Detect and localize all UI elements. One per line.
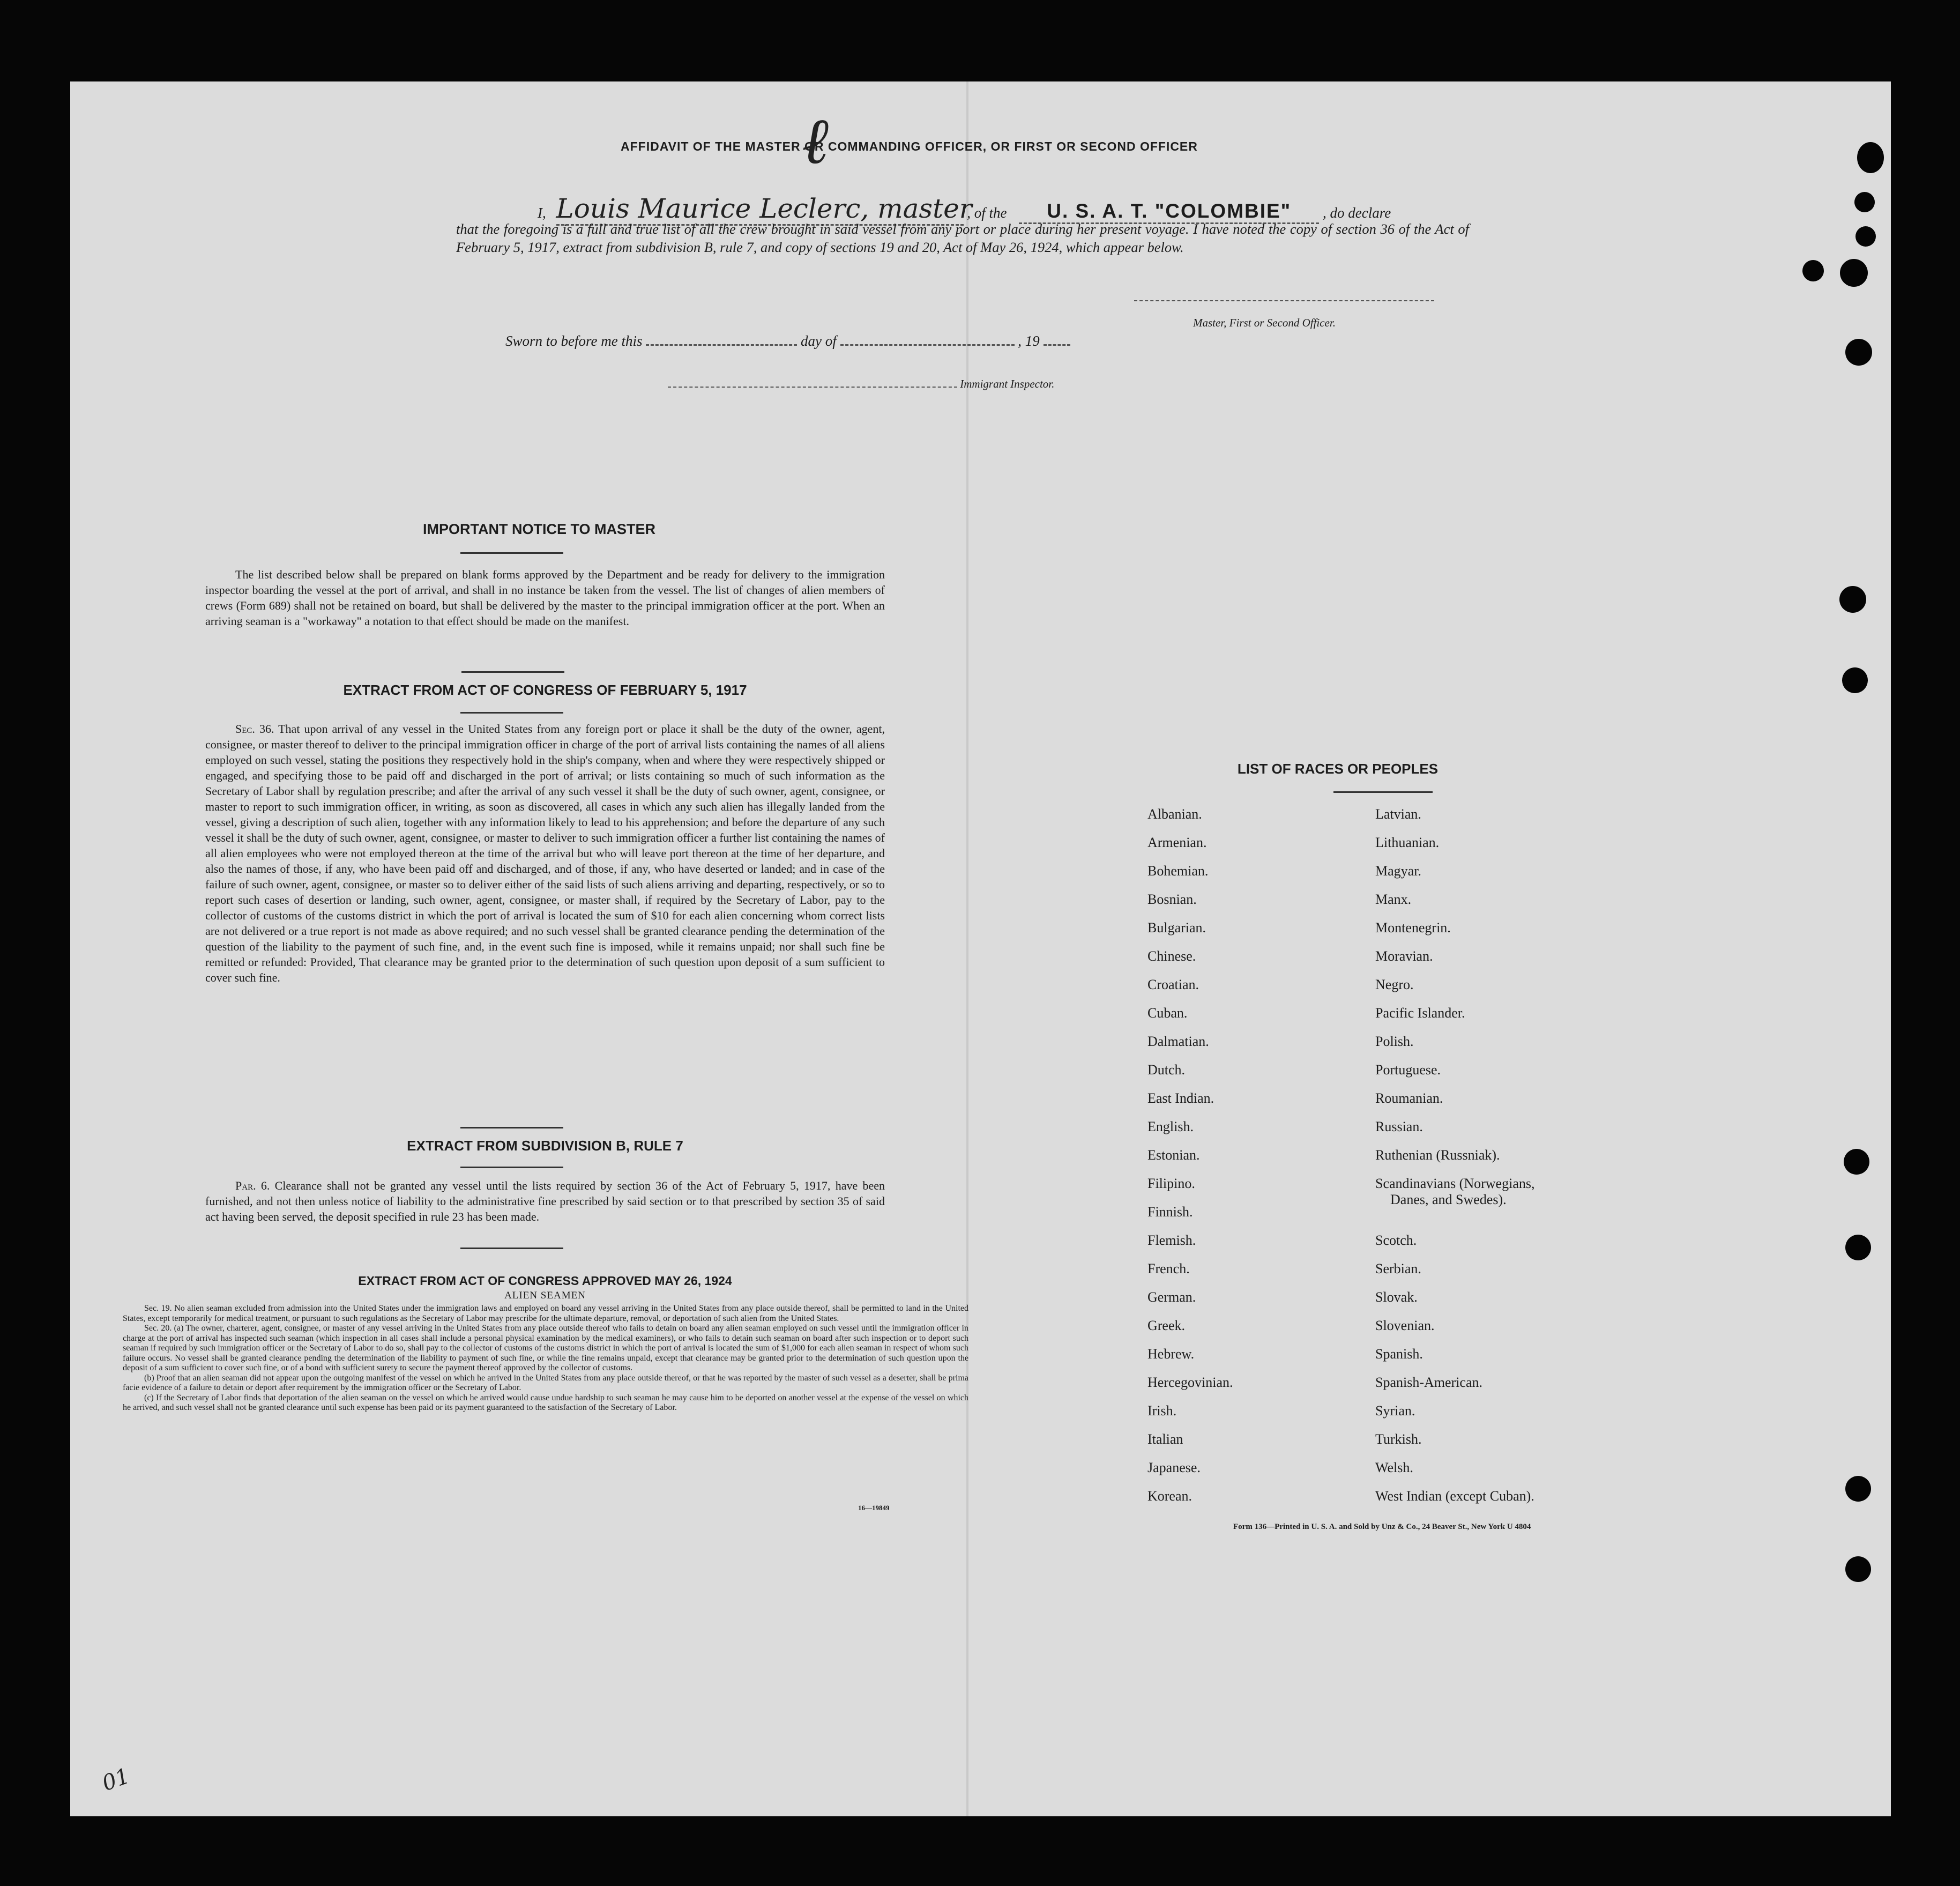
rule7-divider [460, 1248, 563, 1249]
act-1917-body [205, 721, 885, 985]
signature-caption: Master, First or Second Officer. [1193, 316, 1336, 329]
sec-20a-text: Sec. 20. (a) The owner, charterer, agent, consignee, or master of any vessel arriving in the United States from any place outside thereof who fails to detain on board any alien seaman employed on such vessel until the immigration officer in charge at the port of arrival has inspected such seaman (which inspection in all cases shall include a personal physical examination by the medical examiners), or who fails to detain such seaman on board after such inspection or to deport such seaman if required by such immigration officer or the Secretary of Labor to do so, shall pay to the collector of customs of the customs district in which the port of arrival is located the sum of $1,000 for each alien seaman in respect of whom such failure occurs. No vessel shall be granted clearance pending the determination of the liability to payment of such fine, or while the fine remains unpaid, except that clearance may be granted prior to the determination of such question upon the deposit of a sum sufficient to cover such fine, or of a bond with sufficient surety to secure the payment thereof approved by the collector of customs. [123, 1324, 968, 1372]
act-1917-heading: EXTRACT FROM ACT OF CONGRESS OF FEBRUARY 5, 1917 [343, 682, 747, 698]
race-greek: Greek. [1147, 1318, 1186, 1333]
form-code: 16—19849 [858, 1504, 890, 1512]
race-korean: Korean. [1147, 1488, 1193, 1504]
sec-36-text: That upon arrival of any vessel in the United States from any foreign port or place it shall be the duty of the owner, agent, consignee, or master thereof to deliver to the principal immigration officer in charge of the port of arrival lists containing the names of all aliens employed on such vessel, stating the positions they respectively hold in the ship's company, when and where they were respectively shipped or engaged, and specifying those to be paid off and discharged in the port of arrival; or lists containing so much of such information as the Secretary of Labor shall by regulation prescribe; and after the arrival of any such vessel it shall be the duty of such owner, agent, consignee, or master to report to such immigration officer, in writing, as soon as discovered, all cases in which any such alien has illegally landed from the vessel, giving a description of such alien, together with any information likely to lead to his apprehension; and before the departure of any such vessel it shall be the duty of such owner, agent, consignee, or master to deliver to such immigration officer a further list containing the names of all alien employees who were not employed thereon at the time of the arrival but who will leave port thereon at the time of her departure, and also the names of those, if any, who have been paid off and discharged, and of those, if any, who have deserted or landed; and in case of the failure of such owner, agent, consignee, or master so to deliver either of the said lists of such aliens arriving and departing, respectively, or so to report such cases of desertion or landing, such owner, agent, consignee, or master shall, if required by the Secretary of Labor, pay to the collector of customs of the customs district in which the port of arrival is located the sum of $10 for each alien concerning whom correct lists are not delivered or a true report is not made as above required; and no such vessel shall be granted clearance pending the determination of the question of the liability to the payment of such fine, and, in the event such fine is imposed, while it remains unpaid; nor shall such fine be remitted or refunded: Provided, That clearance may be granted prior to the determination of such question upon deposit of a sum sufficient to cover such fine. [205, 722, 885, 984]
race-scandinavians: Scandinavians (Norwegians, [1375, 1176, 1535, 1191]
race-english: English. [1147, 1119, 1194, 1134]
punch-hole-11 [1845, 1476, 1871, 1502]
inspector-caption: Immigrant Inspector. [960, 377, 1055, 390]
punch-hole-12 [1845, 1556, 1871, 1582]
act-1917-divider [460, 1127, 563, 1128]
race-lithuanian: Lithuanian. [1375, 835, 1440, 850]
sworn-year-blank [1044, 344, 1070, 346]
race-dalmatian: Dalmatian. [1147, 1034, 1209, 1049]
race-spanish-american: Spanish-American. [1375, 1375, 1483, 1390]
race-turkish: Turkish. [1375, 1431, 1422, 1447]
document-sheet [70, 81, 1891, 1816]
race-polish: Polish. [1375, 1034, 1414, 1049]
race-croatian: Croatian. [1147, 977, 1199, 992]
race-scandinavians-cont: Danes, and Swedes). [1390, 1192, 1507, 1207]
act-1924-subheading: ALIEN SEAMEN [504, 1290, 586, 1301]
punch-hole-9 [1844, 1149, 1869, 1175]
inspector-line [668, 377, 1054, 391]
race-finnish: Finnish. [1147, 1204, 1193, 1220]
race-hebrew: Hebrew. [1147, 1346, 1195, 1362]
act-1917-heading-rule [460, 712, 563, 714]
punch-hole-4 [1802, 260, 1824, 281]
act-1924-body [123, 1304, 968, 1413]
race-dutch: Dutch. [1147, 1062, 1186, 1078]
par-6-text: Clearance shall not be granted any vessel until the lists required by section 36 of the Act of February 5, 1917, have been furnished, and not then unless notice of liability to the administrative fine prescribed by said section or to that prescribed by section 35 of said act having been served, the deposit specified in rule 23 has been made. [205, 1179, 885, 1223]
race-japanese: Japanese. [1147, 1460, 1201, 1475]
vessel-name: U. S. A. T. "COLOMBIE" [1019, 200, 1319, 224]
race-scotch: Scotch. [1375, 1232, 1417, 1248]
race-estonian: Estonian. [1147, 1147, 1200, 1163]
sworn-month-blank [840, 344, 1015, 346]
race-filipino: Filipino. [1147, 1176, 1195, 1191]
declaration-i: I, [538, 205, 546, 221]
sworn-line [505, 333, 1070, 350]
race-magyar: Magyar. [1375, 863, 1421, 879]
master-name-handwritten: Louis Maurice Leclerc, master [556, 193, 964, 226]
handwritten-flourish: ℓ [802, 104, 829, 179]
race-slovak: Slovak. [1375, 1289, 1418, 1305]
day-of-label: day of [801, 333, 837, 349]
race-syrian: Syrian. [1375, 1403, 1415, 1419]
punch-hole-10 [1845, 1235, 1871, 1260]
punch-hole-1 [1857, 142, 1884, 173]
punch-hole-6 [1845, 339, 1872, 366]
race-portuguese: Portuguese. [1375, 1062, 1441, 1078]
race-french: French. [1147, 1261, 1190, 1276]
punch-hole-7 [1839, 586, 1866, 613]
sworn-label: Sworn to before me this [505, 333, 643, 349]
margin-mark: 01 [99, 1763, 133, 1796]
race-cuban: Cuban. [1147, 1005, 1188, 1021]
inspector-blank [668, 387, 957, 388]
race-flemish: Flemish. [1147, 1232, 1196, 1248]
rule7-heading: EXTRACT FROM SUBDIVISION B, RULE 7 [407, 1138, 683, 1154]
race-manx: Manx. [1375, 892, 1412, 907]
race-bosnian: Bosnian. [1147, 892, 1197, 907]
punch-hole-3 [1855, 226, 1876, 247]
punch-hole-5 [1840, 259, 1868, 287]
declaration-body: that the foregoing is a full and true list of all the crew brought in said vessel from any port or place during her present voyage. I have noted the copy of section 36 of the Act of February 5, 1917, extract from subdivision B, rule 7, and copy of sections 19 and 20, Act of May 26, 1924, which appear below. [456, 221, 1469, 255]
sec-36-label: Sec. 36. [235, 722, 274, 736]
race-pacific-islander: Pacific Islander. [1375, 1005, 1465, 1021]
act-1924-heading: EXTRACT FROM ACT OF CONGRESS APPROVED MAY 26, 1924 [358, 1274, 732, 1288]
do-declare-label: , do declare [1323, 205, 1391, 221]
race-irish: Irish. [1147, 1403, 1177, 1419]
race-bohemian: Bohemian. [1147, 863, 1209, 879]
races-heading-rule [1333, 791, 1433, 793]
race-roumanian: Roumanian. [1375, 1090, 1443, 1106]
rule7-body [205, 1178, 885, 1224]
race-latvian: Latvian. [1375, 806, 1421, 822]
race-armenian: Armenian. [1147, 835, 1207, 850]
sec-19-text: Sec. 19. No alien seaman excluded from admission into the United States under the immigration laws and employed on board any vessel arriving in the United States from any place outside thereof, shall be permitted to land in the United States, except temporarily for medical treatment, or pursuant to such regulations as the Secretary of Labor may prescribe for the ultimate departure, removal, or deportation of such alien from the United States. [123, 1304, 968, 1323]
punch-hole-8 [1842, 667, 1868, 693]
race-negro: Negro. [1375, 977, 1414, 992]
race-albanian: Albanian. [1147, 806, 1202, 822]
notice-body: The list described below shall be prepared on blank forms approved by the Department and be ready for delivery to the immigration inspector boarding the vessel at the port of arrival, and shall in no instance be taken from the vessel. The list of changes of alien members of crews (Form 689) shall not be retained on board, but shall be delivered by the master to the principal immigration officer at the port. When an arriving seaman is a "workaway" a notation to that effect should be made on the manifest. [205, 568, 885, 628]
race-montenegrin: Montenegrin. [1375, 920, 1451, 935]
race-slovenian: Slovenian. [1375, 1318, 1435, 1333]
signature-line [1134, 300, 1434, 301]
race-serbian: Serbian. [1375, 1261, 1421, 1276]
race-spanish: Spanish. [1375, 1346, 1423, 1362]
race-bulgarian: Bulgarian. [1147, 920, 1206, 935]
printer-footer: Form 136—Printed in U. S. A. and Sold by Unz & Co., 24 Beaver St., New York U 4804 [1233, 1523, 1531, 1531]
race-welsh: Welsh. [1375, 1460, 1413, 1475]
of-the-label: , of the [967, 205, 1007, 221]
notice-heading-rule [460, 552, 563, 554]
sworn-day-blank [646, 344, 797, 346]
notice-heading: IMPORTANT NOTICE TO MASTER [423, 521, 655, 537]
race-ruthenian: Ruthenian (Russniak). [1375, 1147, 1500, 1163]
sec-20b-text: (b) Proof that an alien seaman did not appear upon the outgoing manifest of the vessel on which he arrived in the United States from any place outside thereof, or that he was reported by the master of such vessel as a deserter, shall be prima facie evidence of a failure to detain or deport after requirement by the immigration officer or the Secretary of Labor. [123, 1373, 968, 1392]
race-russian: Russian. [1375, 1119, 1423, 1134]
par-6-label: Par. 6. [235, 1179, 270, 1192]
notice-divider [461, 671, 564, 673]
race-east-indian: East Indian. [1147, 1090, 1214, 1106]
race-west-indian: West Indian (except Cuban). [1375, 1488, 1534, 1504]
race-german: German. [1147, 1289, 1196, 1305]
races-heading: LIST OF RACES OR PEOPLES [1237, 761, 1439, 777]
race-hercegovinian: Hercegovinian. [1147, 1375, 1233, 1390]
year-label: , 19 [1018, 333, 1040, 349]
race-italian: Italian [1147, 1431, 1183, 1447]
race-moravian: Moravian. [1375, 948, 1433, 964]
punch-hole-2 [1854, 192, 1875, 212]
sec-20c-text: (c) If the Secretary of Labor finds that deportation of the alien seaman on the vessel on which he arrived would cause undue hardship to such seaman he may cause him to be deported on another vessel at the expense of the vessel on which he arrived, and such vessel shall not be granted clearance until such expense has been paid or its payment guaranteed to the satisfaction of the Secretary of Labor. [123, 1393, 968, 1412]
affidavit-heading: AFFIDAVIT OF THE MASTER OR COMMANDING OFFICER, OR FIRST OR SECOND OFFICER [621, 139, 1198, 153]
race-chinese: Chinese. [1147, 948, 1196, 964]
rule7-heading-rule [460, 1167, 563, 1168]
